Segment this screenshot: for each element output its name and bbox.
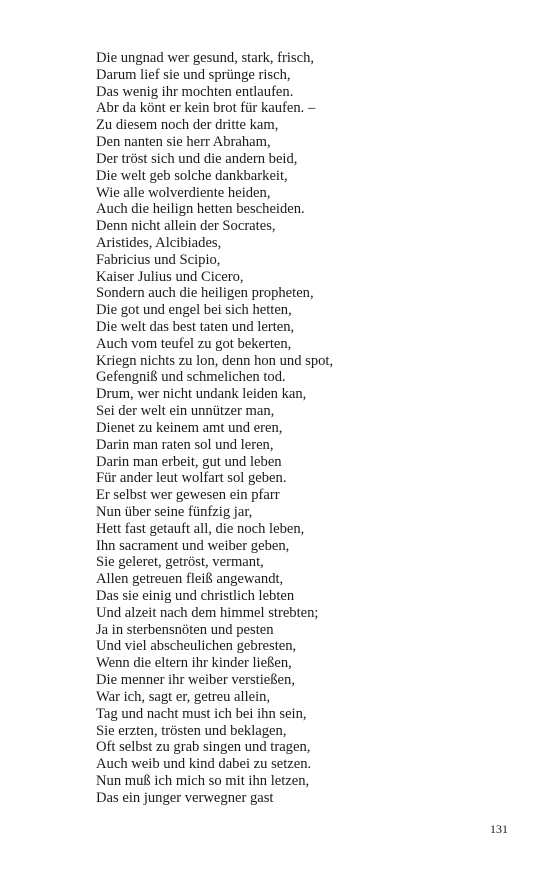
poem-line: Aristides, Alcibiades, xyxy=(96,234,222,251)
poem-line: Die got und engel bei sich hetten, xyxy=(96,302,292,319)
poem-line: Ja in sterbensnöten und pesten xyxy=(96,621,274,638)
poem-text xyxy=(96,50,333,807)
poem-line: Nun über seine fünfzig jar, xyxy=(96,503,253,520)
poem-line: Wenn die eltern ihr kinder ließen, xyxy=(96,655,292,672)
poem-line: Das wenig ihr mochten entlaufen. xyxy=(96,83,294,100)
poem-line: Gefengniß und schmelichen tod. xyxy=(96,369,286,386)
poem-line: Denn nicht allein der Socrates, xyxy=(96,218,276,235)
poem-line: Für ander leut wolfart sol geben. xyxy=(96,470,287,487)
poem-line: War ich, sagt er, getreu allein, xyxy=(96,688,271,705)
poem-line: Sei der welt ein unnützer man, xyxy=(96,403,275,420)
poem-line: Die menner ihr weiber verstießen, xyxy=(96,672,295,689)
poem-line: Das ein junger verwegner gast xyxy=(96,789,274,806)
poem-line: Allen getreuen fleiß angewandt, xyxy=(96,571,284,588)
poem-line: Darin man raten sol und leren, xyxy=(96,436,274,453)
poem-line: Auch die heilign hetten bescheiden. xyxy=(96,201,305,218)
poem-line: Auch vom teufel zu got bekerten, xyxy=(96,335,292,352)
poem-line: Darin man erbeit, gut und leben xyxy=(96,453,282,470)
poem-line: Den nanten sie herr Abraham, xyxy=(96,134,271,151)
poem-line: Ihn sacrament und weiber geben, xyxy=(96,537,290,554)
poem-line: Fabricius und Scipio, xyxy=(96,251,221,268)
poem-line: Das sie einig und christlich lebten xyxy=(96,588,295,604)
poem-line: Sie geleret, getröst, vermant, xyxy=(96,554,264,571)
poem-line: Die welt das best taten und lerten, xyxy=(96,319,295,335)
poem-line: Hett fast getauft all, die noch leben, xyxy=(96,520,305,537)
poem-line: Die ungnad wer gesund, stark, frisch, xyxy=(96,50,315,66)
poem-line: Auch weib und kind dabei zu setzen. xyxy=(96,756,312,773)
poem-line: Kriegn nichts zu lon, denn hon und spot, xyxy=(96,352,334,369)
poem-line: Oft selbst zu grab singen und tragen, xyxy=(96,739,311,756)
poem-line: Die welt geb solche dankbarkeit, xyxy=(96,167,288,184)
poem-line: Und alzeit nach dem himmel strebten; xyxy=(96,604,319,621)
poem-line: Abr da könt er kein brot für kaufen. – xyxy=(96,100,316,117)
poem-line: Und viel abscheulichen gebresten, xyxy=(96,638,297,655)
poem-line: Er selbst wer gewesen ein pfarr xyxy=(96,487,280,504)
poem-line: Darum lief sie und sprünge risch, xyxy=(96,66,291,83)
poem-line: Sondern auch die heiligen propheten, xyxy=(96,285,314,302)
poem-line: Kaiser Julius und Cicero, xyxy=(96,268,244,285)
poem-line: Wie alle wolverdiente heiden, xyxy=(96,184,271,201)
poem-line: Drum, wer nicht undank leiden kan, xyxy=(96,386,307,403)
poem-line: Sie erzten, trösten und beklagen, xyxy=(96,722,287,739)
page-number: 131 xyxy=(490,822,508,836)
poem-line: Tag und nacht must ich bei ihn sein, xyxy=(96,705,307,722)
poem-line: Der tröst sich und die andern beid, xyxy=(96,150,298,167)
poem-line: Nun muß ich mich so mit ihn letzen, xyxy=(96,772,310,789)
poem-line: Dienet zu keinem amt und eren, xyxy=(96,419,283,436)
poem-line: Zu diesem noch der dritte kam, xyxy=(96,117,279,134)
